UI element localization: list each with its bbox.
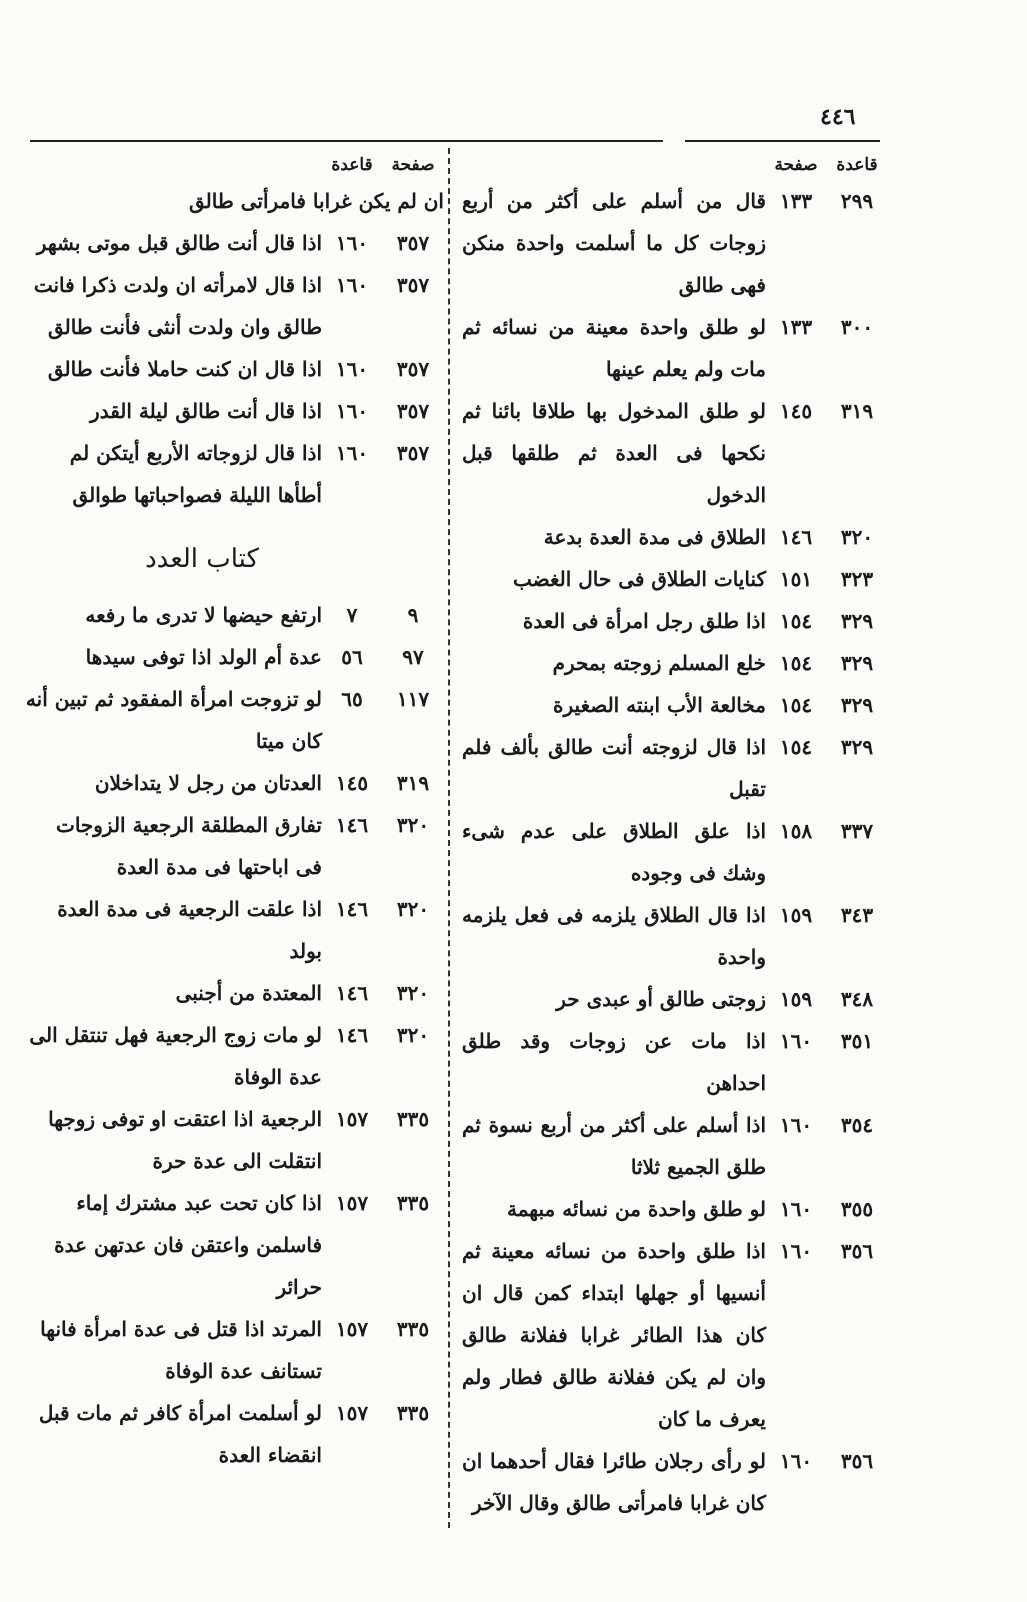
rule-number: ٣٣٧ [840, 819, 874, 843]
rule-number: ١٦٠ [335, 399, 369, 423]
page-number-ref: ٣٥٧ [396, 273, 430, 297]
entry-text: خلع المسلم زوجته بمحرم [552, 651, 766, 675]
index-entry [20, 222, 444, 264]
index-entry [20, 762, 444, 804]
index-entry [458, 684, 888, 726]
page-number-ref: ٣٢٠ [396, 897, 430, 921]
entry-text: اذا طلق رجل امرأة فى العدة [522, 609, 766, 633]
entry-text: لو طلق واحدة من نسائه مبهمة [507, 1197, 766, 1221]
entry-text: اذا قال لزوجاته الأربع أيتكن لم أطأها الليلة فصواحباتها طوالق [69, 441, 322, 507]
entry-text: الرجعية اذا اعتقت او توفى زوجها انتقلت الى عدة حرة [48, 1107, 322, 1173]
entry-text: عدة أم الولد اذا توفى سيدها [85, 645, 322, 669]
page-number-ref: ٣٥٧ [396, 231, 430, 255]
entry-text: مخالعة الأب ابنته الصغيرة [553, 693, 766, 717]
rule-number: ٣٥٦ [840, 1449, 874, 1473]
header-page-number: صفحة [774, 155, 818, 175]
rule-number: ٢٩٩ [840, 189, 874, 213]
page-number-ref: ١٤٥ [779, 399, 813, 423]
entry-text: اذا كان تحت عبد مشترك إماء فاسلمن واعتقن فان عدتهن عدة حرائر [54, 1191, 322, 1299]
index-entry [458, 1020, 888, 1104]
entry-text: اذا أسلم على أكثر من أربع نسوة ثم طلق الجميع ثلاثا [462, 1113, 766, 1179]
page-number-ref: ٣٢٠ [396, 981, 430, 1005]
page-number-ref: ١٤٦ [779, 525, 813, 549]
entry-text: اذا علقت الرجعية فى مدة العدة بولد [57, 897, 322, 963]
page-number: ٤٤٦ [820, 104, 856, 130]
index-entry [458, 1440, 888, 1524]
column-divider [448, 148, 450, 1528]
page-number-ref: ١٥٤ [779, 609, 813, 633]
entry-text: اذا مات عن زوجات وقد طلق احداهن [462, 1029, 766, 1095]
entry-text: اذا علق الطلاق على عدم شىء وشك فى وجوده [462, 819, 766, 885]
index-entry [458, 180, 888, 306]
page-number-ref: ١٥٤ [779, 693, 813, 717]
rule-number: ١٦٠ [335, 231, 369, 255]
page-number-ref: ١٥١ [779, 567, 813, 591]
rule-number: ٣٤٨ [840, 987, 874, 1011]
page-number-ref: ١٥٤ [779, 735, 813, 759]
rule-number: ٣٥١ [840, 1029, 874, 1053]
page-number-ref: ١١٧ [396, 687, 430, 711]
rule-number: ٦٥ [341, 687, 363, 711]
page-number-ref: ٩٧ [402, 645, 424, 669]
entry-text: لو رأى رجلان طائرا فقال أحدهما ان كان غرابا فامرأتى طالق وقال الآخر [462, 1449, 766, 1515]
page-number-ref: ٩ [407, 603, 419, 627]
index-entry [20, 972, 444, 1014]
entry-text: اذا قال أنت طالق قبل موتى بشهر [36, 231, 322, 255]
index-entry [20, 1098, 444, 1182]
index-entry [20, 390, 444, 432]
continuation-line: ان لم يكن غرابا فامرأتى طالق [189, 189, 444, 213]
page-number-ref: ٣٥٧ [396, 399, 430, 423]
entry-text: لو تزوجت امرأة المفقود ثم تبين أنه كان ميتا [25, 687, 322, 753]
page-number-ref: ٣٣٥ [396, 1191, 430, 1215]
entry-text: المعتدة من أجنبى [175, 981, 322, 1005]
index-entry [20, 1014, 444, 1098]
index-entry [458, 810, 888, 894]
rule-number: ٣٢٩ [840, 735, 874, 759]
rule-number: ١٤٦ [335, 897, 369, 921]
index-entry [458, 516, 888, 558]
rule-number: ٣٢٠ [840, 525, 874, 549]
index-entry [458, 1188, 888, 1230]
index-entry [20, 888, 444, 972]
header-rule-number: قاعدة [331, 155, 373, 175]
rule-number: ١٦٠ [335, 441, 369, 465]
page-number-ref: ٣٥٧ [396, 357, 430, 381]
rule-number: ١٥٧ [335, 1317, 369, 1341]
entry-text: قال من أسلم على أكثر من أربع زوجات كل ما أسلمت واحدة منكن فهى طالق [462, 189, 766, 297]
rule-number: ٧ [346, 603, 358, 627]
index-entry [20, 432, 444, 516]
index-entry [458, 726, 888, 810]
rule-number: ١٤٦ [335, 813, 369, 837]
index-entry [458, 894, 888, 978]
rule-number: ٣٢٩ [840, 693, 874, 717]
rule-number: ٣٥٤ [840, 1113, 874, 1137]
rule-number: ٣٢٩ [840, 651, 874, 675]
rule-number: ٣٥٥ [840, 1197, 874, 1221]
page-number-ref: ١٦٠ [779, 1449, 813, 1473]
index-entry [20, 264, 444, 348]
rule-number: ١٦٠ [335, 273, 369, 297]
right-column [458, 150, 888, 1524]
entry-text: اذا طلق واحدة من نسائه معينة ثم أنسيها أو جهلها ابتداء كمن قال ان كان هذا الطائر غرابا ففلانة طالق وان لم يكن ففلانة طالق فطار ولم يعرف ما كان [462, 1239, 766, 1431]
rule-number: ١٦٠ [335, 357, 369, 381]
index-entry [20, 1308, 444, 1392]
page-number-ref: ١٥٨ [779, 819, 813, 843]
rule-number: ٣٤٣ [840, 903, 874, 927]
page-number-ref: ١٦٠ [779, 1029, 813, 1053]
rule-number: ٣٢٩ [840, 609, 874, 633]
index-entry [458, 600, 888, 642]
index-entry [20, 348, 444, 390]
right-column-header [458, 150, 888, 180]
entry-text: لو أسلمت امرأة كافر ثم مات قبل انقضاء العدة [38, 1401, 322, 1467]
index-entry [458, 978, 888, 1020]
left-column [20, 150, 444, 1476]
rule-number: ٣٢٣ [840, 567, 874, 591]
page-number-ref: ١٣٣ [779, 315, 813, 339]
entry-text: العدتان من رجل لا يتداخلان [94, 771, 322, 795]
entry-text: اذا قال لزوجته أنت طالق بألف فلم تقبل [462, 735, 766, 801]
page-number-ref: ٣٣٥ [396, 1401, 430, 1425]
entry-text: اذا قال الطلاق يلزمه فى فعل يلزمه واحدة [462, 903, 766, 969]
rule-number: ١٤٥ [335, 771, 369, 795]
index-entry [458, 1230, 888, 1440]
index-entry [20, 1392, 444, 1476]
rule-number: ١٤٦ [335, 1023, 369, 1047]
entry-text: ارتفع حيضها لا تدرى ما رفعه [85, 603, 322, 627]
index-entry [20, 636, 444, 678]
rule-number: ١٥٧ [335, 1401, 369, 1425]
page-number-ref: ١٦٠ [779, 1239, 813, 1263]
entry-text: اذا قال ان كنت حاملا فأنت طالق [47, 357, 322, 381]
section-title: كتاب العدد [145, 544, 259, 574]
page-number-ref: ٣١٩ [396, 771, 430, 795]
page-number-ref: ١٥٤ [779, 651, 813, 675]
page-number-ref: ٣٣٥ [396, 1107, 430, 1131]
index-entry [20, 804, 444, 888]
page-number-ref: ١٥٩ [779, 903, 813, 927]
rule-number: ٣٥٦ [840, 1239, 874, 1263]
rule-number: ١٥٧ [335, 1107, 369, 1131]
page-number-ref: ٣٥٧ [396, 441, 430, 465]
header-page-number: صفحة [391, 155, 435, 175]
rule-number: ١٥٧ [335, 1191, 369, 1215]
page-number-ref: ١٦٠ [779, 1113, 813, 1137]
rule-number: ١٤٦ [335, 981, 369, 1005]
left-entries-list-after [20, 594, 444, 1476]
left-entries-list [20, 222, 444, 516]
header-rule [30, 140, 880, 142]
page-number-ref: ١٥٩ [779, 987, 813, 1011]
entry-text: المرتد اذا قتل فى عدة امرأة فانها تستانف عدة الوفاة [40, 1317, 322, 1383]
rule-number: ٣٠٠ [840, 315, 874, 339]
entry-text: الطلاق فى مدة العدة بدعة [543, 525, 766, 549]
entry-text: زوجتى طالق أو عبدى حر [556, 987, 766, 1011]
index-entry [458, 306, 888, 390]
index-entry [458, 558, 888, 600]
page-number-ref: ١٣٣ [779, 189, 813, 213]
index-entry [458, 1104, 888, 1188]
page-number-ref: ٣٢٠ [396, 1023, 430, 1047]
rule-number: ٣١٩ [840, 399, 874, 423]
page-number-ref: ٣٣٥ [396, 1317, 430, 1341]
header-rule-number: قاعدة [836, 155, 878, 175]
index-entry [20, 678, 444, 762]
entry-text: لو مات زوج الرجعية فهل تنتقل الى عدة الوفاة [29, 1023, 322, 1089]
index-entry [458, 642, 888, 684]
entry-text: اذا قال أنت طالق ليلة القدر [90, 399, 322, 423]
entry-text: كنايات الطلاق فى حال الغضب [513, 567, 766, 591]
entry-text: اذا قال لامرأته ان ولدت ذكرا فانت طالق وان ولدت أنثى فأنت طالق [33, 273, 322, 339]
left-column-header [20, 150, 444, 180]
page-number-ref: ٣٢٠ [396, 813, 430, 837]
right-entries-list [458, 180, 888, 1524]
page-number-ref: ١٦٠ [779, 1197, 813, 1221]
index-entry [458, 390, 888, 516]
entry-text: لو طلق واحدة معينة من نسائه ثم مات ولم يعلم عينها [462, 315, 766, 381]
index-entry [20, 1182, 444, 1308]
index-entry [20, 594, 444, 636]
rule-number: ٥٦ [341, 645, 363, 669]
entry-text: لو طلق المدخول بها طلاقا بائنا ثم نكحها فى العدة ثم طلقها قبل الدخول [462, 399, 766, 507]
entry-text: تفارق المطلقة الرجعية الزوجات فى اباحتها فى مدة العدة [55, 813, 322, 879]
